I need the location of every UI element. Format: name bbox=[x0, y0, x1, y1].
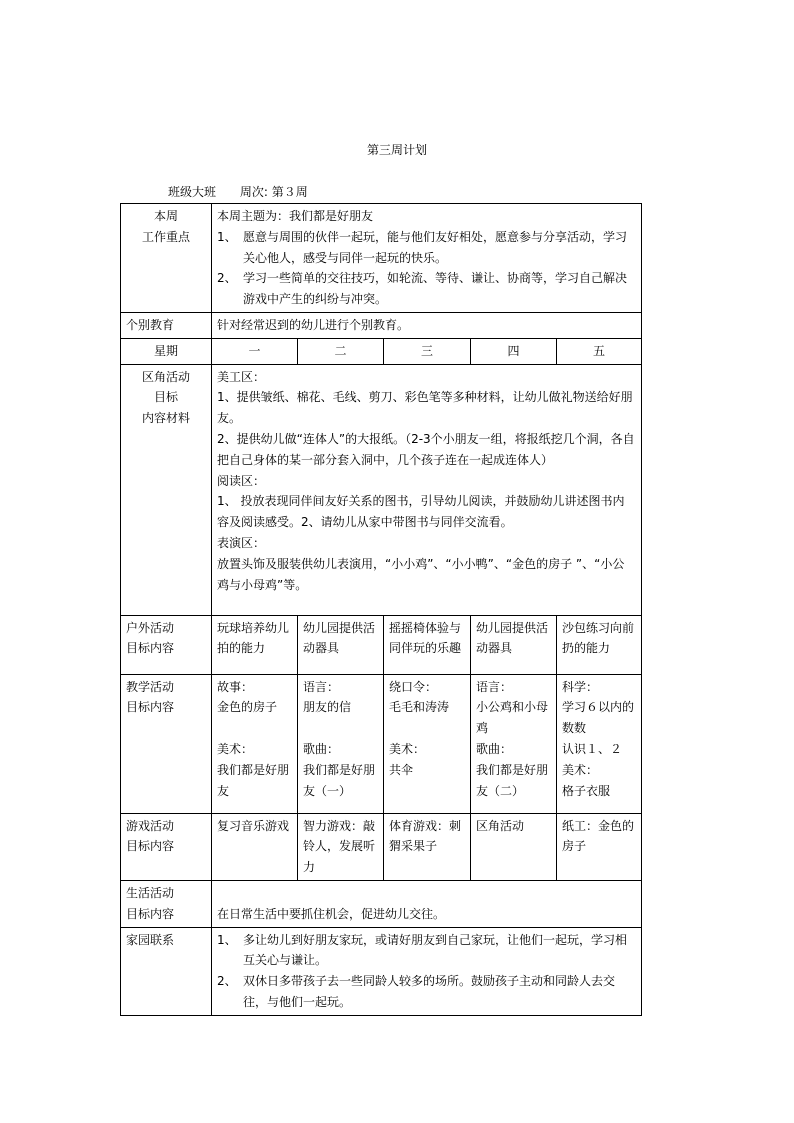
game-cell: 纸工：金色的房子 bbox=[557, 813, 642, 880]
outdoor-cell: 玩球培养幼儿拍的能力 bbox=[212, 615, 298, 674]
home-label: 家园联系 bbox=[121, 927, 212, 1015]
individual-text: 针对经常迟到的幼儿进行个别教育。 bbox=[212, 312, 642, 338]
individual-row bbox=[121, 312, 642, 338]
weekday-2: 二 bbox=[298, 338, 384, 364]
teaching-row bbox=[121, 674, 642, 813]
life-content: 在日常生活中要抓住机会，促进幼儿交往。 bbox=[212, 880, 642, 927]
game-cell: 区角活动 bbox=[471, 813, 557, 880]
focus-row bbox=[121, 204, 642, 313]
teaching-cell: 语言： 小公鸡和小母鸡 歌曲： 我们都是好朋友（二） bbox=[471, 674, 557, 813]
area-line: 1、提供皱纸、棉花、毛线、剪刀、彩色笔等多种材料，让幼儿做礼物送给好朋友。 bbox=[217, 390, 633, 426]
outdoor-row bbox=[121, 615, 642, 674]
focus-item: 1、 愿意与周围的伙伴一起玩，能与他们友好相处，愿意参与分享活动，学习关心他人，感受与同伴一起玩的快乐。 bbox=[217, 229, 628, 265]
area-line: 阅读区： bbox=[217, 473, 266, 488]
game-cell: 智力游戏：敲铃人，发展听力 bbox=[298, 813, 384, 880]
teaching-label: 教学活动 目标内容 bbox=[121, 674, 212, 813]
week-label: 周次: 第３周 bbox=[239, 185, 308, 199]
home-item: 1、 多让幼儿到好朋友家玩，或请好朋友到自己家玩，让他们一起玩，学习相互关心与谦让。 bbox=[217, 932, 628, 968]
life-row bbox=[121, 880, 642, 927]
weekday-1: 一 bbox=[212, 338, 298, 364]
focus-theme: 本周主题为：我们都是好朋友 bbox=[217, 209, 374, 223]
focus-content bbox=[212, 204, 642, 313]
weekday-row bbox=[121, 338, 642, 364]
outdoor-cell: 沙包练习向前扔的能力 bbox=[557, 615, 642, 674]
game-label: 游戏活动 目标内容 bbox=[121, 813, 212, 880]
home-row bbox=[121, 927, 642, 1015]
game-cell: 复习音乐游戏 bbox=[212, 813, 298, 880]
teaching-cell: 语言： 朋友的信 歌曲： 我们都是好朋友（一） bbox=[298, 674, 384, 813]
home-item: 2、 双休日多带孩子去一些同龄人较多的场所。鼓励孩子主动和同龄人去交往，与他们一起玩。 bbox=[217, 974, 616, 1009]
home-content bbox=[212, 927, 642, 1015]
game-row bbox=[121, 813, 642, 880]
outdoor-cell: 摇摇椅体验与同伴玩的乐趣 bbox=[384, 615, 471, 674]
game-cell: 体育游戏：刺猬采果子 bbox=[384, 813, 471, 880]
area-line: 2、提供幼儿做“连体人”的大报纸。（2-3个小朋友一组，将报纸挖几个洞，各自把自己身体的某一部分套入洞中，几个孩子连在一起成连体人） bbox=[217, 431, 635, 467]
life-label: 生活活动 目标内容 bbox=[121, 880, 212, 927]
area-line: 放置头饰及服装供幼儿表演用，“小小鸡”、“小小鸭”、“金色的房子 ”、“小公鸡与小母鸡”等。 bbox=[217, 556, 625, 592]
area-row bbox=[121, 364, 642, 615]
outdoor-cell: 幼儿园提供活动器具 bbox=[471, 615, 557, 674]
weekday-5: 五 bbox=[557, 338, 642, 364]
area-line: 1、 投放表现同伴间友好关系的图书，引导幼儿阅读，并鼓励幼儿讲述图书内容及阅读感受。2、请幼儿从家中带图书与同伴交流看。 bbox=[217, 494, 625, 530]
document-title: 第三周计划 bbox=[366, 143, 427, 157]
teaching-cell: 科学： 学习６以内的数数 认识１、２ 美术： 格子衣服 bbox=[557, 674, 642, 813]
teaching-cell: 故事： 金色的房子 美术： 我们都是好朋友 bbox=[212, 674, 298, 813]
weekly-plan-table bbox=[120, 203, 642, 1016]
weekday-3: 三 bbox=[384, 338, 471, 364]
document-meta bbox=[168, 183, 328, 200]
area-line: 美工区： bbox=[217, 369, 266, 384]
weekday-label: 星期 bbox=[121, 338, 212, 364]
outdoor-label: 户外活动 目标内容 bbox=[121, 615, 212, 674]
area-label: 区角活动 目标 内容材料 bbox=[121, 364, 212, 615]
area-content bbox=[212, 364, 642, 615]
focus-item: 2、 学习一些简单的交往技巧，如轮流、等待、谦让、协商等，学习自己解决游戏中产生的纠纷与冲突。 bbox=[217, 271, 628, 307]
class-label: 班级大班 bbox=[168, 185, 217, 199]
focus-label: 本周 工作重点 bbox=[121, 204, 212, 313]
area-line: 表演区： bbox=[217, 535, 266, 550]
outdoor-cell: 幼儿园提供活动器具 bbox=[298, 615, 384, 674]
teaching-cell: 绕口令： 毛毛和涛涛 美术： 共伞 bbox=[384, 674, 471, 813]
individual-label: 个别教育 bbox=[121, 312, 212, 338]
weekday-4: 四 bbox=[471, 338, 557, 364]
